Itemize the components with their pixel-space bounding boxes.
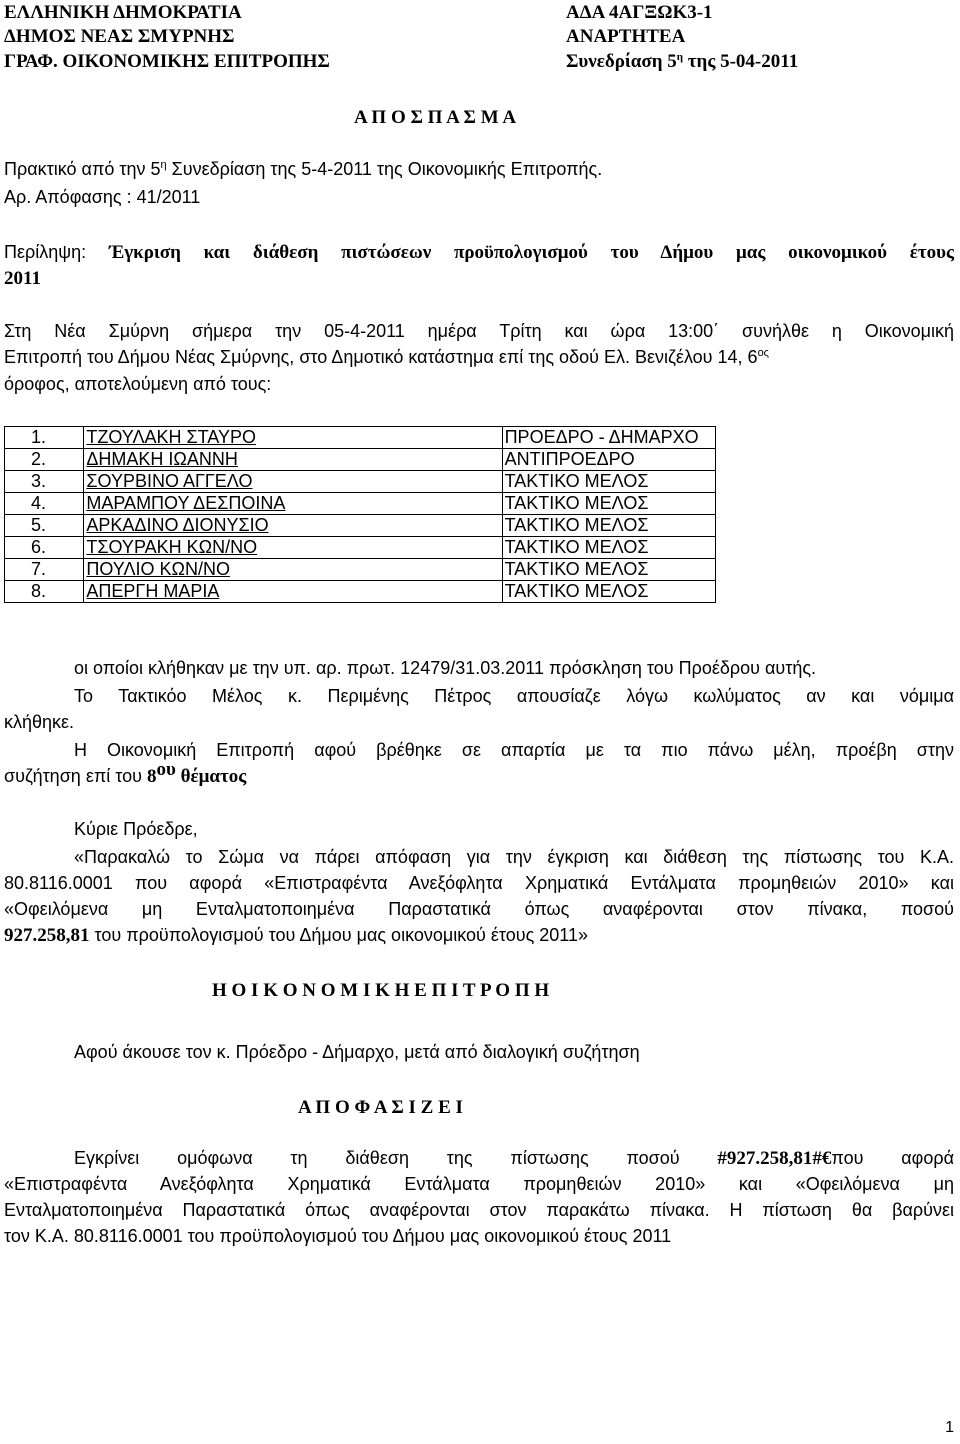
table-row	[5, 515, 716, 537]
table-row	[5, 427, 716, 449]
member-num: 3.	[5, 471, 84, 493]
member-name: ΑΡΚΑΔΙΝΟ ΔΙΟΝΥΣΙΟ	[84, 515, 502, 537]
member-num: 6.	[5, 537, 84, 559]
request-line-1: «Παρακαλώ το Σώμα να πάρει απόφαση για την έγκριση και διάθεση της πίστωσης του Κ.Α.	[74, 847, 954, 867]
minutes-line: Πρακτικό από την $5^\eta$ Συνεδρίαση της 5-4-2011 της Οικονομικής Επιτροπής.	[4, 159, 603, 179]
table-row	[5, 449, 716, 471]
committee-heading: Η Ο Ι Κ Ο Ν Ο Μ Ι Κ Η Ε Π Ι Τ Ρ Ο Π Η	[212, 980, 550, 1001]
table-row	[5, 537, 716, 559]
decides-heading: Α Π Ο Φ Α Σ Ι Ζ Ε Ι	[298, 1097, 463, 1118]
member-name: ΜΑΡΑΜΠΟΥ ΔΕΣΠΟΙΝΑ	[84, 493, 502, 515]
member-name: ΔΗΜΑΚΗ ΙΩΑΝΝΗ	[84, 449, 502, 471]
decision-line-4: τον Κ.Α. 80.8116.0001 του προϋπολογισμού του Δήμου μας οικονομικού έτους 2011	[4, 1226, 672, 1246]
summary-line-2: 2011	[4, 268, 41, 289]
member-num: 8.	[5, 581, 84, 603]
member-num: 7.	[5, 559, 84, 581]
table-row	[5, 493, 716, 515]
member-name: ΤΖΟΥΛΑΚΗ ΣΤΑΥΡΟ	[84, 427, 502, 449]
summary-line: Περίληψη: Έγκριση και διάθεση πιστώσεων προϋπολογισμού του Δήμου μας οικονομικού έτους	[4, 242, 954, 263]
member-role: ΤΑΚΤΙΚΟ ΜΕΛΟΣ	[502, 493, 715, 515]
member-num: 1.	[5, 427, 84, 449]
header-municipality: ΔΗΜΟΣ ΝΕΑΣ ΣΜΥΡΝΗΣ	[4, 26, 235, 47]
document-title: Α Π Ο Σ Π Α Σ Μ Α	[354, 107, 517, 128]
absent-line-1: Το Τακτικόο Μέλος κ. Περιμένης Πέτρος απουσίαζε λόγω κωλύματος αν και νόμιμα	[74, 686, 954, 706]
decision-line-3: Ενταλματοποιημένα Παραστατικά όπως αναφέρονται στον παρακάτω πίνακα. Η πίστωση θα βαρύνει	[4, 1200, 954, 1220]
quorum-line-1: Η Οικονομική Επιτροπή αφού βρέθηκε σε απαρτία με τα πιο πάνω μέλη, προέβη στην	[74, 740, 954, 760]
member-role: ΤΑΚΤΙΚΟ ΜΕΛΟΣ	[502, 515, 715, 537]
header-country: ΕΛΛΗΝΙΚΗ ΔΗΜΟΚΡΑΤΙΑ	[4, 2, 242, 23]
request-line-3: «Οφειλόμενα μη Ενταλματοποιημένα Παραστατικά όπως αναφέρονται στον πίνακα, ποσού	[4, 899, 954, 919]
request-line-2: 80.8116.0001 που αφορά «Επιστραφέντα Ανεξόφλητα Χρηματικά Εντάλματα προμηθειών 2010» και	[4, 873, 954, 893]
header-office: ΓΡΑΦ. ΟΙΚΟΝΟΜΙΚΗΣ ΕΠΙΤΡΟΠΗΣ	[4, 51, 330, 72]
member-name: ΤΣΟΥΡΑΚΗ ΚΩΝ/ΝΟ	[84, 537, 502, 559]
invitation-line: οι οποίοι κλήθηκαν με την υπ. αρ. πρωτ. 12479/31.03.2011 πρόσκληση του Προέδρου αυτής.	[74, 658, 817, 678]
greeting: Κύριε Πρόεδρε,	[74, 819, 198, 839]
table-row	[5, 559, 716, 581]
header-session: Συνεδρίαση $5^\eta$ της 5-04-2011	[566, 51, 799, 72]
members-table	[4, 426, 716, 603]
table-row	[5, 471, 716, 493]
decision-line-2: «Επιστραφέντα Ανεξόφλητα Χρηματικά Εντάλματα προμηθειών 2010» και «Οφειλόμενα μη	[4, 1174, 954, 1194]
member-num: 2.	[5, 449, 84, 471]
decision-number: Αρ. Απόφασης : 41/2011	[4, 187, 201, 207]
member-role: ΤΑΚΤΙΚΟ ΜΕΛΟΣ	[502, 559, 715, 581]
member-role: ΤΑΚΤΙΚΟ ΜΕΛΟΣ	[502, 581, 715, 603]
member-name: ΣΟΥΡΒΙΝΟ ΑΓΓΕΛΟ	[84, 471, 502, 493]
request-line-4: 927.258,81 του προϋπολογισμού του Δήμου μας οικονομικού έτους 2011»	[4, 925, 589, 946]
heard-line: Αφού άκουσε τον κ. Πρόεδρο - Δήμαρχο, μετά από διαλογική συζήτηση	[74, 1042, 640, 1062]
intro-line-1: Στη Νέα Σμύρνη σήμερα την 05-4-2011 ημέρα Τρίτη και ώρα 13:00΄ συνήλθε η Οικονομική	[4, 321, 954, 341]
member-role: ΤΑΚΤΙΚΟ ΜΕΛΟΣ	[502, 471, 715, 493]
intro-line-3: όροφος, αποτελούμενη από τους:	[4, 374, 272, 394]
member-role: ΑΝΤΙΠΡΟΕΔΡΟ	[502, 449, 715, 471]
header-anartitea: ΑΝΑΡΤΗΤΕΑ	[566, 26, 686, 47]
table-row	[5, 581, 716, 603]
page-number: 1	[945, 1419, 954, 1436]
member-name: ΑΠΕΡΓΗ ΜΑΡΙΑ	[84, 581, 502, 603]
header-ada: ΑΔΑ 4ΑΓΞΩΚ3-1	[566, 2, 713, 23]
member-role: ΠΡΟΕΔΡΟ - ΔΗΜΑΡΧΟ	[502, 427, 715, 449]
member-num: 4.	[5, 493, 84, 515]
member-role: ΤΑΚΤΙΚΟ ΜΕΛΟΣ	[502, 537, 715, 559]
euro-icon: €	[821, 1148, 832, 1169]
decision-line-1: Εγκρίνει ομόφωνα τη διάθεση της πίστωσης ποσού #927.258,81#€που αφορά	[74, 1148, 954, 1169]
member-name: ΠΟΥΛΙΟ ΚΩΝ/ΝΟ	[84, 559, 502, 581]
absent-line-2: κλήθηκε.	[4, 712, 75, 732]
member-num: 5.	[5, 515, 84, 537]
intro-line-2: Επιτροπή του Δήμου Νέας Σμύρνης, στο Δημοτικό κατάστημα επί της οδού Ελ. Βενιζέλου 14, $6^{o\varsigma}$	[4, 347, 769, 367]
quorum-line-2: συζήτηση επί του $8^{o\upsilon}$ θέματος	[4, 759, 247, 787]
